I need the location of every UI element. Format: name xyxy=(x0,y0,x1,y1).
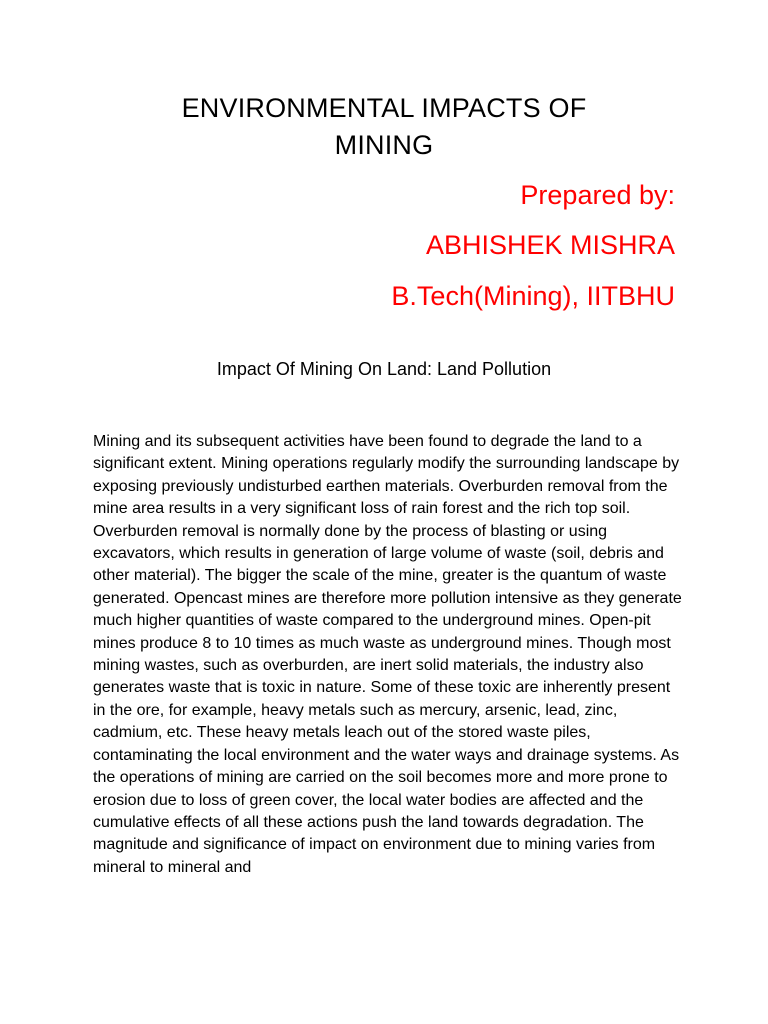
body-paragraph: Mining and its subsequent activities have been found to degrade the land to a significant extent. Mining operations regularly modify the surrounding landscape by exposing previously undisturbed earthen materials. Overburden removal from the mine area results in a very significant loss of rain forest and the rich top soil. Overburden removal is normally done by the process of blasting or using excavators, which results in generation of large volume of waste (soil, debris and other material). The bigger the scale of the mine, greater is the quantum of waste generated. Opencast mines are therefore more pollution intensive as they generate much higher quantities of waste compared to the underground mines. Open-pit mines produce 8 to 10 times as much waste as underground mines. Though most mining wastes, such as overburden, are inert solid materials, the industry also generates waste that is toxic in nature. Some of these toxic are inherently present in the ore, for example, heavy metals such as mercury, arsenic, lead, zinc, cadmium, etc. These heavy metals leach out of the stored waste piles, contaminating the local environment and the water ways and drainage systems. As the operations of mining are carried on the soil becomes more and more prone to erosion due to loss of green cover, the local water bodies are affected and the cumulative effects of all these actions push the land towards degradation. The magnitude and significance of impact on environment due to mining varies from mineral to mineral and xyxy=(93,433,682,876)
prepared-by-label: Prepared by: xyxy=(520,180,675,210)
document-title-line-2: MINING xyxy=(334,130,434,160)
section-heading: Impact Of Mining On Land: Land Pollution xyxy=(216,359,552,379)
author-affiliation: B.Tech(Mining), IITBHU xyxy=(391,281,675,311)
author-name: ABHISHEK MISHRA xyxy=(425,230,675,260)
document-title xyxy=(0,90,768,164)
document-title-line-1: ENVIRONMENTAL IMPACTS OF xyxy=(181,93,587,123)
